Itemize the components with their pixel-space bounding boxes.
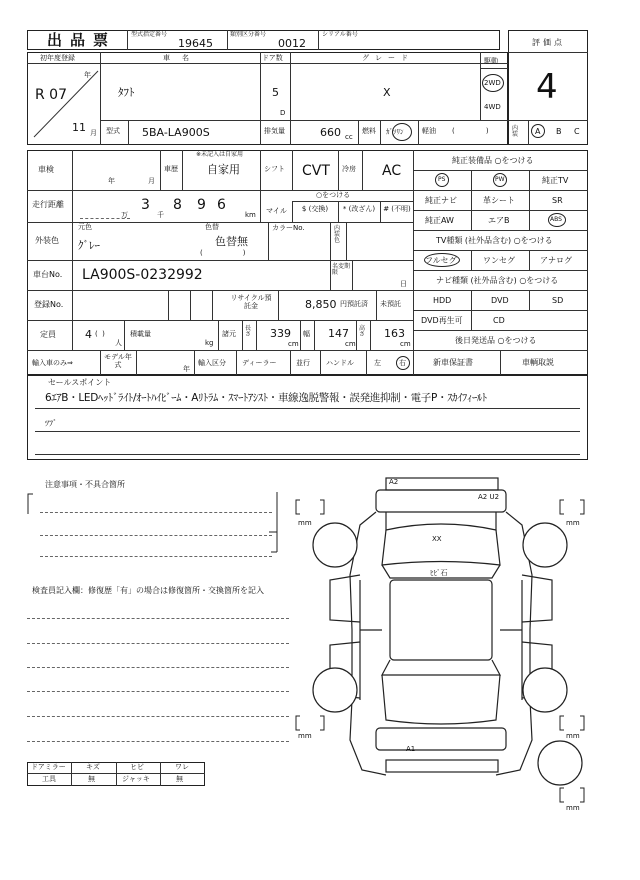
km-unit: km	[245, 211, 256, 219]
first-reg-month: 11	[72, 121, 86, 134]
interior-c: C	[574, 127, 580, 136]
paren: ( )	[452, 127, 489, 135]
tools-v4: 無	[176, 775, 183, 783]
height: 163	[384, 327, 405, 340]
std-equip-label: 純正装備品 ○をつける	[452, 156, 534, 165]
later-ship-label: 後日発送品 ○をつける	[455, 336, 537, 345]
height-cm: cm	[400, 340, 411, 348]
interior-b: B	[556, 127, 562, 136]
interior-color-label: 内装色	[334, 225, 341, 244]
mm-spare: mm	[566, 804, 580, 812]
history: 自家用	[207, 163, 240, 176]
mileage-d4: 6	[217, 197, 226, 213]
drive-label: 駆動	[484, 57, 498, 65]
sen-unit: 千	[157, 211, 164, 219]
tamper-label: * (改ざん)	[342, 205, 376, 213]
shift: CVT	[302, 163, 330, 179]
year-mark: 年	[84, 71, 91, 79]
load-label: 積載量	[130, 330, 151, 338]
drive-4wd: 4WD	[484, 103, 501, 111]
score-value: 4	[536, 67, 558, 107]
handle-label: ハンドル	[326, 359, 354, 367]
tv-type-label: TV種類 (社外品含む) ○をつける	[436, 236, 553, 245]
model-label: 型式	[106, 127, 120, 135]
recycle: 8,850	[305, 298, 337, 311]
man-unit: 万	[121, 211, 128, 219]
name-change-label: 名変期限	[332, 263, 351, 276]
dvd-play-label: DVD再生可	[421, 316, 463, 325]
fuel-diesel: 軽油	[422, 127, 436, 135]
capacity-label: 定員	[40, 330, 56, 339]
doors: 5	[272, 86, 279, 99]
mm-rr: mm	[566, 732, 580, 740]
handle-left: 左	[374, 359, 381, 367]
equip-aw: 純正AW	[425, 216, 454, 225]
nav-cd: CD	[493, 316, 505, 325]
width: 147	[328, 327, 349, 340]
drive-2wd: 2WD	[484, 79, 501, 87]
orig-color-label: 元色	[78, 223, 92, 231]
shift-label: シフト	[264, 165, 285, 173]
tv-fullseg: フルセグ	[425, 256, 457, 265]
form-title: 出品票	[47, 31, 117, 49]
equip-airbag: エアB	[488, 216, 510, 225]
mark-hood: XX	[432, 535, 442, 543]
tv-analog: アナログ	[540, 256, 572, 265]
grade-label: グレード	[362, 54, 414, 62]
tools-v2: 無	[88, 775, 95, 783]
length: 339	[270, 327, 291, 340]
class-no: 0012	[278, 37, 306, 50]
tools-h1: ドアミラー	[31, 763, 66, 771]
mark-windshield: ﾋﾋﾞ石	[430, 569, 448, 577]
chassis-label: 車台No.	[33, 270, 63, 279]
nav-dvd: DVD	[491, 296, 509, 305]
capacity: 4	[85, 328, 92, 341]
model-year-label: モデル年式	[104, 353, 132, 370]
nav-type-label: ナビ種類 (社外品含む) ○をつける	[436, 276, 559, 285]
cc-unit: cc	[345, 133, 353, 141]
unknown-label: # (不明)	[383, 205, 411, 213]
type-no-label: 型式指定番号	[131, 31, 168, 38]
import-type-label: 輸入区分	[198, 359, 226, 367]
mark-front-bumper: A2	[389, 478, 399, 486]
equip-tv: 純正TV	[542, 176, 569, 185]
ac-label: 冷房	[342, 165, 356, 173]
inspector-label: 検査員記入欄：修復歴「有」の場合は修復箇所・交換箇所を記入	[32, 586, 264, 595]
equip-pw: PW	[495, 176, 505, 183]
mileage-d1: 3	[141, 197, 150, 213]
capacity-unit: 人	[115, 339, 122, 347]
tv-oneseg: ワンセグ	[483, 256, 515, 265]
mark-rear-bumper: A1	[406, 745, 416, 753]
inspection-month: 月	[148, 177, 155, 185]
handle-right: 右	[399, 359, 406, 367]
sales-label: セールスポイント	[48, 378, 112, 387]
first-reg-label: 初年度登録	[40, 54, 75, 62]
mm-fr: mm	[566, 519, 580, 527]
paren: ( )	[200, 249, 246, 257]
model-year-unit: 年	[183, 365, 190, 373]
inspection-label: 車検	[38, 165, 54, 174]
color-code-label: カラーNo.	[272, 224, 305, 232]
kg-unit: kg	[205, 339, 214, 347]
tools-v1: 工具	[42, 775, 56, 783]
width-label: 幅	[303, 330, 310, 338]
sales-frame	[27, 375, 588, 460]
color: ｸﾞﾚｰ	[78, 239, 100, 252]
first-reg-year: R 07	[35, 87, 67, 103]
mm-fl: mm	[298, 519, 312, 527]
equip-leather: 革シート	[483, 196, 515, 205]
displacement-label: 排気量	[264, 127, 285, 135]
tools-h4: ワレ	[175, 763, 189, 771]
equip-ps: PS	[438, 176, 446, 183]
displacement: 660	[320, 126, 341, 139]
name-change-day: 日	[400, 280, 407, 288]
color-label: 外装色	[35, 236, 59, 245]
class-no-label: 類別区分番号	[230, 31, 267, 38]
tools-h2: キズ	[86, 763, 100, 771]
sales-line2: ﾂﾌﾞ	[45, 419, 57, 428]
fuel-gas: ｶﾞｿﾘﾝ	[386, 128, 404, 136]
circle-note: ○をつける	[316, 191, 351, 199]
name-label: 車名	[163, 54, 201, 62]
import-label: 輸入車のみ⇒	[32, 359, 73, 367]
interior-label: 内装	[512, 125, 519, 138]
equip-abs: ABS	[550, 216, 562, 223]
car-diagram	[290, 470, 590, 810]
nav-sd: SD	[552, 296, 564, 305]
serial-label: シリアル番号	[322, 31, 358, 38]
mileage-label: 走行距離	[32, 200, 64, 209]
reg-no-label: 登録No.	[34, 300, 64, 309]
equip-sr: SR	[552, 196, 563, 205]
mark-front-right: A2 U2	[478, 493, 500, 501]
mile-label: マイル	[266, 207, 287, 215]
mm-rl: mm	[298, 732, 312, 740]
manual: 車輌取説	[522, 358, 554, 367]
nav-hdd: HDD	[433, 296, 452, 305]
doors-label: ドア数	[262, 54, 283, 62]
swap-label: $ (交換)	[301, 205, 329, 213]
recycle-label: リサイクル預託金	[230, 294, 272, 311]
type-no: 19645	[178, 37, 213, 50]
dims-label: 諸元	[222, 330, 236, 338]
caution-brackets	[27, 488, 282, 558]
tools-v3: ジャッキ	[122, 775, 150, 783]
warranty: 新車保証書	[433, 358, 473, 367]
inspection-year: 年	[108, 177, 115, 185]
width-cm: cm	[345, 340, 356, 348]
length-label: 長さ	[245, 325, 252, 338]
door-suffix: D	[280, 109, 286, 117]
score-label: 評価点	[532, 38, 565, 47]
grade: X	[383, 86, 391, 99]
interior-a: A	[535, 127, 541, 136]
repaint-label: 色替	[205, 223, 219, 231]
equip-navi: 純正ナビ	[425, 196, 457, 205]
caution-label: 注意事項・不具合箇所	[45, 480, 125, 489]
mileage-d3: 9	[197, 197, 206, 213]
ac: AC	[382, 163, 402, 179]
length-cm: cm	[288, 340, 299, 348]
car-name: ﾀﾌﾄ	[118, 86, 135, 99]
repaint: 色替無	[215, 235, 248, 248]
history-note: ※未記入は自家用	[196, 151, 244, 158]
mileage-d2: 8	[173, 197, 182, 213]
fuel-label: 燃料	[362, 127, 376, 135]
tools-h3: ヒビ	[130, 763, 144, 771]
recycle-not: 未預託	[380, 300, 401, 308]
dealer: ディーラー	[242, 359, 277, 367]
history-label: 車歴	[164, 165, 178, 173]
month-mark: 月	[90, 129, 97, 137]
chassis: LA900S-0232992	[82, 267, 203, 283]
height-label: 高さ	[359, 325, 366, 338]
parallel: 並行	[296, 359, 310, 367]
model: 5BA-LA900S	[142, 126, 210, 139]
sales-line1: 6ｴｱB・LEDﾍｯﾄﾞﾗｲﾄ/ｵｰﾄﾊｲﾋﾞｰﾑ・Aﾘﾄﾗﾑ・ｽﾏｰﾄｱｼｽﾄ・車線逸脱警報・誤発進抑制・電子P・ｽｶｲﾌｨｰﾙﾄ	[45, 392, 487, 404]
recycle-unit: 円預託済	[340, 300, 368, 308]
paren: ( )	[95, 330, 105, 338]
